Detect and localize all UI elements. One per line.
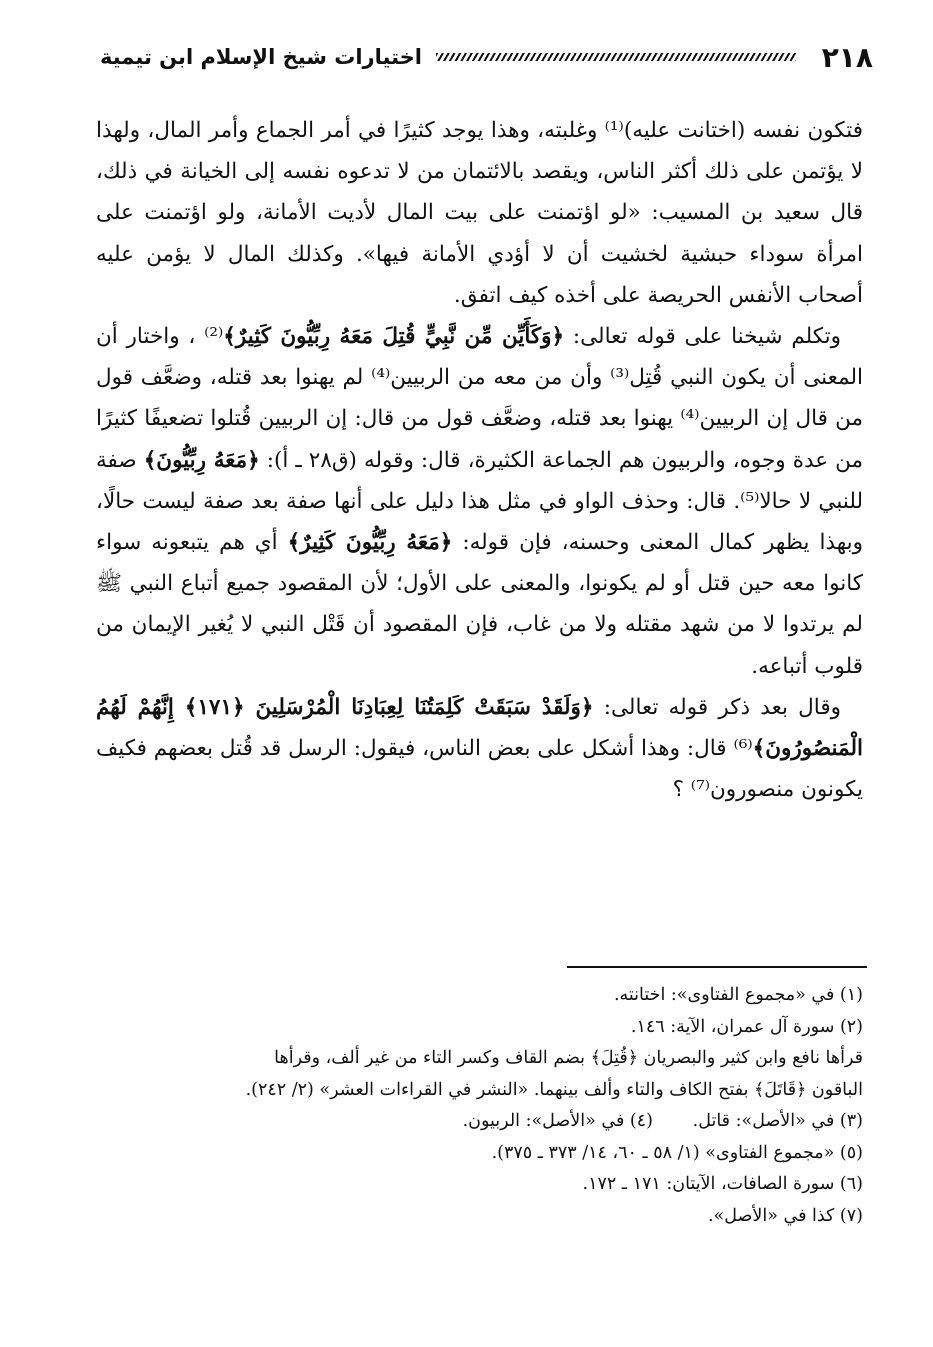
- footnote-2: (٢) سورة آل عمران، الآية: ١٤٦.: [630, 1016, 863, 1037]
- footnote-1: (١) في «مجموع الفتاوى»: اختانته.: [613, 985, 863, 1005]
- quran-verse-4: ﴿وَلَقَدْ سَبَقَتْ كَلِمَتُنَا لِعِبَادِنَا الْمُرْسَلِينَ ﴿١٧١﴾ إِنَّهُمْ لَهُمُ الْمَنصُورُونَ﴾: [96, 694, 863, 762]
- paragraph-3-text-b: ⁽⁶⁾ قال: وهذا أشكل على بعض الناس، فيقول: الرسل قد قُتل بعضهم فكيف يكونون منصورون⁽⁷⁾ ؟: [96, 736, 863, 803]
- quran-verse-3: ﴿مَعَهُ رِبِّيُّونَ كَثِيرٌ﴾: [287, 530, 453, 556]
- footnote-2-continuation-2: الباقون ﴿قَاتَلَ﴾ بفتح الكاف والتاء وألف بينهما. «النشر في القراءات العشر» (٢/ ٢٤٢).: [245, 1079, 863, 1100]
- footnote-7: (٧) كذا في «الأصل».: [707, 1205, 863, 1226]
- header-hatch-rule: [436, 53, 796, 61]
- quran-verse-2: ﴿مَعَهُ رِبِّيُّونَ﴾: [143, 447, 260, 473]
- footnote-3: (٣) في «الأصل»: قاتل.: [692, 1111, 863, 1131]
- paragraph-2-text-b: ⁽²⁾ ، واختار أن المعنى أن يكون النبي قُتِل⁽³⁾ وأن من معه من الربيين⁽⁴⁾ لم يهنوا بعد قتله، وضعَّف قول من قال إن الربيين⁽⁴⁾ يهنوا بعد قتله، وضعَّف قول من قال: إن الربيين قُتلوا تضعيفًا كثيرًا من عدة وجوه، والربيون هم الجماعة الكثيرة، قال: وقوله (ق٢٨ ـ أ):: [96, 324, 863, 473]
- paragraph-2-text-d: أي هم يتبعونه سواء كانوا معه حين قتل أو لم يكونوا، والمعنى على الأول؛ لأن المقصود جميع أتباع النبي ﷺ لم يرتدوا لا من شهد مقتله ولا من غاب، فإن المقصود أن قَتْل النبي لا يُغير الإيمان من قلوب أتباعه.: [96, 530, 863, 679]
- paragraph-1: فتكون نفسه (اختانت عليه)⁽¹⁾ وغلبته، وهذا يوجد كثيرًا في أمر الجماع وأمر المال، ولهذا لا يؤتمن على ذلك أكثر الناس، ويقصد بالائتمان من لا تدعوه نفسه إلى الخيانة في ذلك، قال سعيد بن المسيب: «لو اؤتمنت على بيت المال لأديت الأمانة، ولو اؤتمنت على امرأة سوداء حبشية لخشيت أن لا أؤدي الأمانة فيها». وكذلك المال لا يؤمن عليه أصحاب الأنفس الحريصة على أخذه كيف اتفق.: [96, 118, 863, 308]
- paragraph-2: [96, 316, 863, 687]
- footnote-2-continuation-1: قرأها نافع وابن كثير والبصريان ﴿قُتِلَ﴾ بضم القاف وكسر التاء من غير ألف، وقرأها: [274, 1048, 863, 1068]
- running-title: اختيارات شيخ الإسلام ابن تيمية: [100, 45, 423, 69]
- footnote-5: (٥) «مجموع الفتاوى» (١/ ٥٨ ـ ٦٠، ١٤/ ٣٧٣ ـ ٣٧٥).: [491, 1142, 863, 1163]
- paragraph-2-text-c: صفة للنبي لا حالا⁽⁵⁾. قال: وحذف الواو في مثل هذا دليل على أنها صفة بعد صفة ليست حالًا، وبهذا يظهر كمال المعنى وحسنه، فإن قوله:: [96, 447, 863, 556]
- footnotes: [96, 980, 863, 1232]
- paragraph-3: [96, 687, 863, 811]
- footnote-separator: [567, 966, 867, 968]
- footnote-row-3-4: [96, 1106, 863, 1138]
- paragraph-2-text-a: وتكلم شيخنا على قوله تعالى:: [564, 324, 841, 350]
- footnote-4: (٤) في «الأصل»: الربيون.: [462, 1111, 653, 1131]
- footnote-6: (٦) سورة الصافات، الآيتان: ١٧١ ـ ١٧٢.: [582, 1174, 863, 1194]
- page-number: ٢١٨: [821, 40, 873, 74]
- quran-verse-1: ﴿وَكَأَيِّن مِّن نَّبِيٍّ قُتِلَ مَعَهُ رِبِّيُّونَ كَثِيرٌ﴾: [223, 324, 565, 350]
- paragraph-3-text-a: وقال بعد ذكر قوله تعالى:: [593, 694, 842, 720]
- page-header: [100, 34, 873, 80]
- main-text: [96, 110, 863, 810]
